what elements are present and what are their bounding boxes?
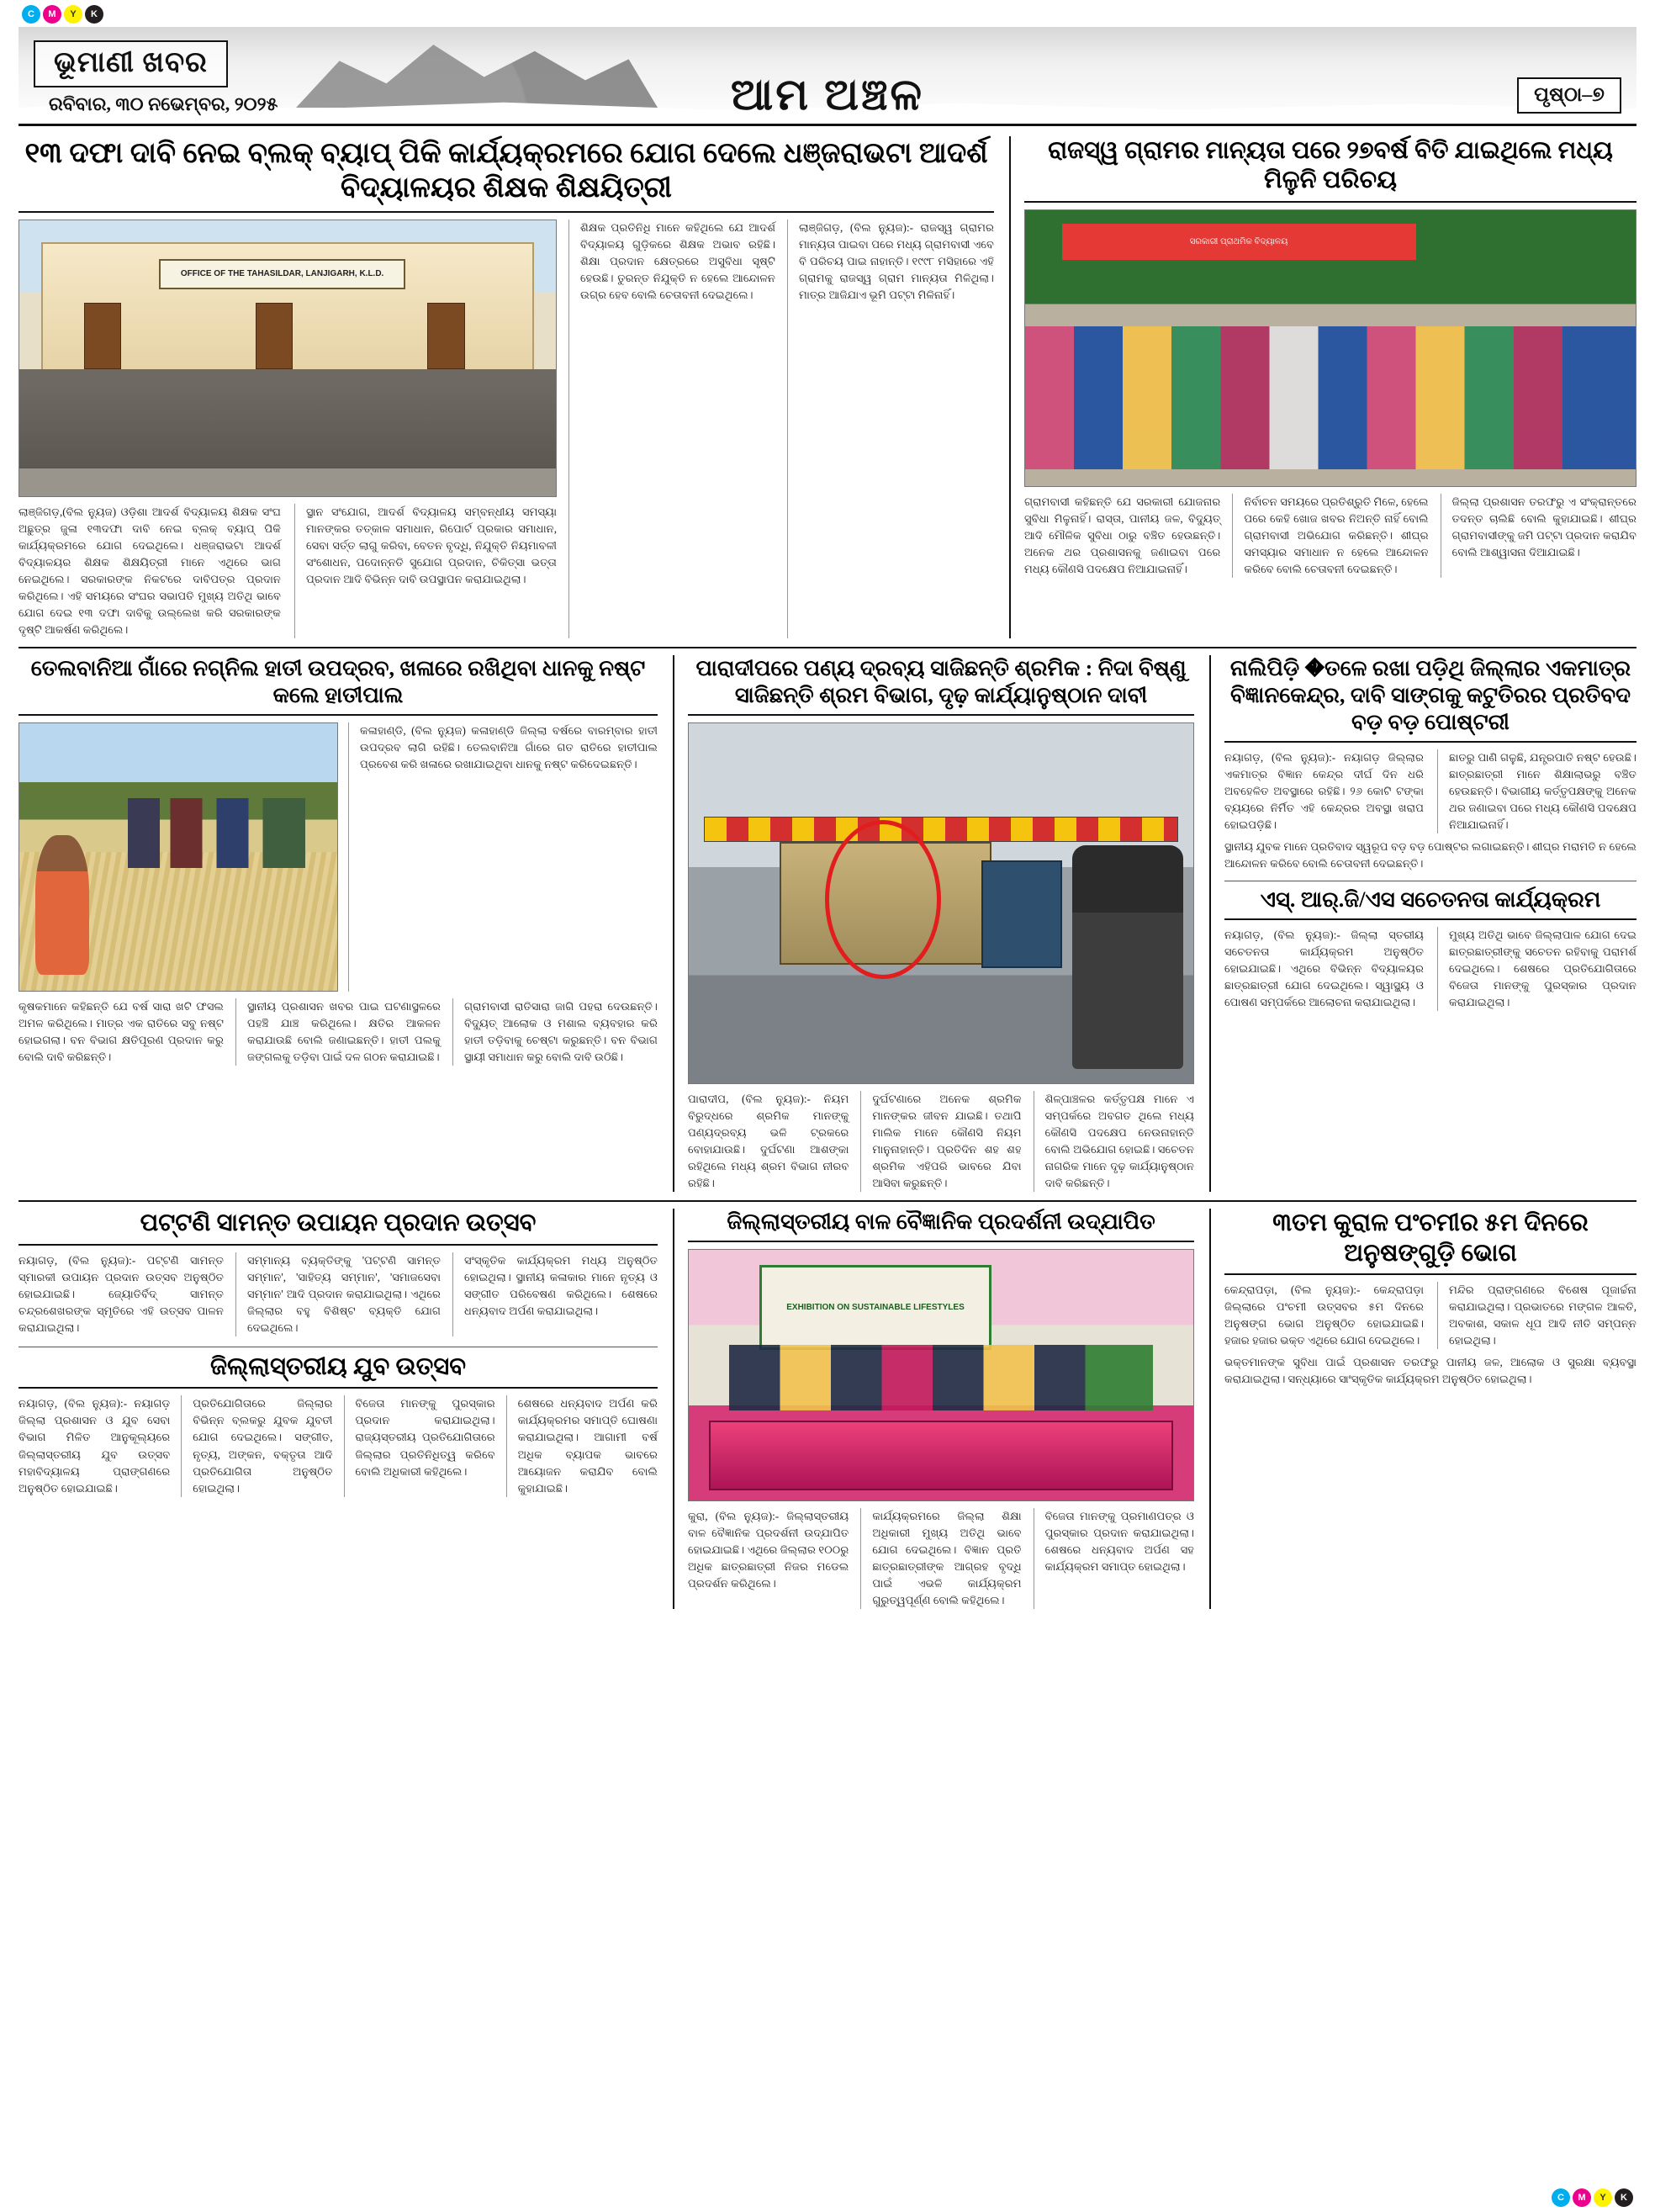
villagers-sitting	[128, 798, 306, 868]
article-paragraph: ଶିକ୍ଷକ ପ୍ରତିନିଧି ମାନେ କହିଥିଲେ ଯେ ଆଦର୍ଶ ବିଦ୍ୟାଳୟ ଗୁଡ଼ିକରେ ଶିକ୍ଷକ ଅଭାବ ରହିଛି। ଶିକ୍ଷା ପ୍ରଦାନ କ୍ଷେତ୍ରରେ ଅସୁବିଧା ସୃଷ୍ଟି ହେଉଛି। ତୁରନ୍ତ ନିଯୁକ୍ତି ନ ହେଲେ ଆନ୍ଦୋଳନ ଉଗ୍ର ହେବ ବୋଲି ଚେତାବନୀ ଦେଇଥିଲେ।	[568, 220, 775, 639]
cmyk-swatch-m: M	[43, 5, 61, 24]
article-elephant-damage	[19, 655, 658, 1192]
article-paragraph: କଳାହାଣ୍ଡି, (ବିଲ ନ୍ୟୁଜ) କଳାହାଣ୍ଡି ଜିଲ୍ଲା ବର୍ଷରେ ବାରମ୍ବାର ହାତୀ ଉପଦ୍ରବ ଲାଗି ରହିଛି। ତେଲବାନିଆ ଗାଁରେ ଗତ ରାତିରେ ହାତୀପାଲ ପ୍ରବେଶ କରି ଖଳାରେ ରଖାଯାଇଥିବା ଧାନକୁ ନଷ୍ଟ କରିଦେଇଛନ୍ତି।	[348, 722, 658, 992]
office-door-left	[84, 303, 122, 369]
cmyk-swatch-y: Y	[1594, 2188, 1612, 2207]
article-paragraph: ନୟାଗଡ଼, (ବିଲ ନ୍ୟୁଜ):- ଜିଲ୍ଲା ସ୍ତରୀୟ ସଚେତନତା କାର୍ଯ୍ୟକ୍ରମ ଅନୁଷ୍ଠିତ ହୋଇଯାଇଛି। ଏଥିରେ ବିଭିନ୍ନ ବିଦ୍ୟାଳୟର ଛାତ୍ରଛାତ୍ରୀ ଯୋଗ ଦେଇଥିଲେ। ସ୍ୱାସ୍ଥ୍ୟ ଓ ପୋଷଣ ସମ୍ପର୍କରେ ଆଲୋଚନା କରାଯାଇଥିଲା।	[1224, 928, 1424, 1008]
office-door-center	[256, 303, 293, 369]
truck-workers-transport-photo	[688, 722, 1194, 1084]
cmyk-swatch-k: K	[1615, 2188, 1633, 2207]
middle-band	[19, 655, 1636, 1192]
villagers-row	[1025, 326, 1636, 470]
masthead	[19, 27, 1636, 126]
article-headline: ପାରାଦୀପରେ ପଣ୍ୟ ଦ୍ରବ୍ୟ ସାଜିଛନ୍ତି ଶ୍ରମିକ : ନିଦା ବିଷ୍ଣୁ ସାଜିଛନ୍ତି ଶ୍ରମ ବିଭାଗ, ଦୃଢ଼ କାର୍ଯ୍ୟାନୁଷ୍ଠାନ ଦାବୀ	[695, 656, 1187, 708]
article-srg-awareness	[1224, 927, 1636, 1011]
villager-woman	[35, 835, 89, 974]
school-banner: ସରକାରୀ ପ୍ରାଥମିକ ବିଦ୍ୟାଳୟ	[1062, 224, 1416, 260]
article-paragraph: ପ୍ରତିଯୋଗିତାରେ ଜିଲ୍ଲାର ବିଭିନ୍ନ ବ୍ଲକରୁ ଯୁବକ ଯୁବତୀ ଯୋଗ ଦେଇଥିଲେ। ସଙ୍ଗୀତ, ନୃତ୍ୟ, ଅଙ୍କନ, ବକ୍ତୃତା ଆଦି ପ୍ରତିଯୋଗିତା ଅନୁଷ୍ଠିତ ହୋଇଥିଲା।	[181, 1395, 332, 1496]
article-paragraph: ଶେଷରେ ଧନ୍ୟବାଦ ଅର୍ପଣ କରି କାର୍ଯ୍ୟକ୍ରମର ସମାପ୍ତି ଘୋଷଣା କରାଯାଇଥିଲା। ଆଗାମୀ ବର୍ଷ ଅଧିକ ବ୍ୟାପକ ଭାବରେ ଆୟୋଜନ କରାଯିବ ବୋଲି କୁହାଯାଇଛି।	[506, 1395, 658, 1496]
article-paragraph: ସଂସ୍କୃତିକ କାର୍ଯ୍ୟକ୍ରମ ମଧ୍ୟ ଅନୁଷ୍ଠିତ ହୋଇଥିଲା। ସ୍ଥାନୀୟ କଳାକାର ମାନେ ନୃତ୍ୟ ଓ ସଙ୍ଗୀତ ପରିବେଷଣ କରିଥିଲେ। ଶେଷରେ ଧନ୍ୟବାଦ ଅର୍ପଣ କରାଯାଇଥିଲା।	[452, 1252, 658, 1336]
article-paragraph: ଜିଲ୍ଲା ପ୍ରଶାସନ ତରଫରୁ ଏ ସଂକ୍ରାନ୍ତରେ ତଦନ୍ତ ଚାଲିଛି ବୋଲି କୁହାଯାଇଛି। ଶୀଘ୍ର ଗ୍ରାମବାସୀଙ୍କୁ ଜମି ପଟ୍ଟା ପ୍ରଦାନ କରାଯିବ ବୋଲି ଆଶ୍ୱାସନା ଦିଆଯାଇଛି।	[1441, 494, 1636, 578]
railway-barrier	[704, 817, 1178, 842]
article-paragraph: ଗ୍ରାମବାସୀ କହିଛନ୍ତି ଯେ ସରକାରୀ ଯୋଜନାର ସୁବିଧା ମିଳୁନାହିଁ। ରାସ୍ତା, ପାନୀୟ ଜଳ, ବିଦ୍ୟୁତ୍ ଆଦି ମୌଳିକ ସୁବିଧା ଠାରୁ ବଞ୍ଚିତ ହେଉଛନ୍ତି। ଅନେକ ଥର ପ୍ରଶାସନକୁ ଜଣାଇବା ପରେ ମଧ୍ୟ କୌଣସି ପଦକ୍ଷେପ ନିଆଯାଇନାହିଁ।	[1024, 495, 1221, 575]
article-paragraph: ମୁଖ୍ୟ ଅତିଥି ଭାବେ ଜିଲ୍ଲାପାଳ ଯୋଗ ଦେଇ ଛାତ୍ରଛାତ୍ରୀଙ୍କୁ ସଚେତନ ରହିବାକୁ ପରାମର୍ଶ ଦେଇଥିଲେ। ଶେଷରେ ପ୍ରତିଯୋଗିତାରେ ବିଜେତା ମାନଙ୍କୁ ପୁରସ୍କାର ପ୍ରଦାନ କରାଯାଇଥିଲା।	[1437, 927, 1636, 1011]
page-number-badge: ପୃଷ୍ଠା–୭	[1517, 77, 1621, 114]
article-headline: ପଟ୍ଟଣି ସାମନ୍ତ ଉପାୟନ ପ୍ରଦାନ ଉତ୍ସବ	[140, 1209, 537, 1237]
article-paragraph: ଗ୍ରାମବାସୀ ରାତିସାରା ଜାଗି ପହରା ଦେଉଛନ୍ତି। ବିଦ୍ୟୁତ୍ ଆଲୋକ ଓ ମଶାଲ ବ୍ୟବହାର କରି ହାତୀ ତଡ଼ିବାକୁ ଚେଷ୍ଟା କରୁଛନ୍ତି। ବନ ବିଭାଗ ସ୍ଥାୟୀ ସମାଧାନ କରୁ ବୋଲି ଦାବି ଉଠିଛି।	[452, 998, 658, 1066]
article-paragraph: ପାରାଦୀପ, (ବିଲ ନ୍ୟୁଜ):- ନିୟମ ବିରୁଦ୍ଧରେ ଶ୍ରମିକ ମାନଙ୍କୁ ପଣ୍ୟଦ୍ରବ୍ୟ ଭଳି ଟ୍ରକରେ ବୋହାଯାଉଛି। ଦୁର୍ଘଟଣା ଆଶଙ୍କା ରହିଥିଲେ ମଧ୍ୟ ଶ୍ରମ ବିଭାଗ ନୀରବ ରହିଛି।	[688, 1092, 849, 1190]
dignitaries-row	[729, 1345, 1153, 1410]
cmyk-swatch-c: C	[1552, 2188, 1570, 2207]
article-paragraph: ଲାଞ୍ଜିଗଡ଼,(ବିଲ ନ୍ୟୁଜ) ଓଡ଼ିଶା ଆଦର୍ଶ ବିଦ୍ୟାଳୟ ଶିକ୍ଷକ ସଂଘ ଅଛୁତ୍ର ଜୁଳା ୧୩ଦଫା ଦାବି ନେଇ ବ୍ଲକ୍ ବ୍ୟାପ୍ ପିକି କାର୍ଯ୍ୟକ୍ରମରେ ଯୋଗ ଦେଇଥିଲେ। ଧଞ୍ଜରାଭଟା ଆଦର୍ଶ ବିଦ୍ୟାଳୟର ଶିକ୍ଷକ ଶିକ୍ଷୟିତ୍ରୀ ମାନେ ଏଥିରେ ଭାଗ ନେଇଥିଲେ। ସରକାରଙ୍କ ନିକଟରେ ଦାବିପତ୍ର ପ୍ରଦାନ କରିଥିଲେ। ଏହି ସମୟରେ ସଂଘର ସଭାପତି ମୁଖ୍ୟ ଅତିଥି ଭାବେ ଯୋଗ ଦେଇ ୧୩ ଦଫା ଦାବିକୁ ଉଲ୍ଲେଖ କରି ସରକାରଙ୍କ ଦୃଷ୍ଟି ଆକର୍ଷଣ କରିଥିଲେ।	[19, 505, 281, 637]
article-revenue-village	[1009, 136, 1636, 638]
article-paragraph: ଛାତରୁ ପାଣି ଗଳୁଛି, ଯନ୍ତ୍ରପାତି ନଷ୍ଟ ହେଉଛି। ଛାତ୍ରଛାତ୍ରୀ ମାନେ ଶିକ୍ଷାଲାଭରୁ ବଞ୍ଚିତ ହେଉଛନ୍ତି। ବିଭାଗୀୟ କର୍ତ୍ତୃପକ୍ଷଙ୍କୁ ଅନେକ ଥର ଜଣାଇବା ପରେ ମଧ୍ୟ କୌଣସି ପଦକ୍ଷେପ ନିଆଯାଇନାହିଁ।	[1437, 749, 1636, 833]
truck-cab	[981, 860, 1062, 968]
office-signboard: OFFICE OF THE TAHASILDAR, LANJIGARH, K.L.D.	[159, 259, 405, 289]
article-headline: ତେଲବାନିଆ ଗାଁରେ ନଗ୍ନିଲ ହାତୀ ଉପଦ୍ରବ, ଖଳାରେ ରଖିଥିବା ଧାନକୁ ନଷ୍ଟ କଲେ ହାତୀପାଲ	[30, 656, 646, 708]
science-exhibition-stage-photo	[688, 1249, 1194, 1501]
article-pattani-samanta	[19, 1252, 658, 1336]
article-paragraph: ଲାଞ୍ଜିଗଡ଼, (ବିଲ ନ୍ୟୁଜ):- ରାଜସ୍ୱ ଗ୍ରାମର ମାନ୍ୟତା ପାଇବା ପରେ ମଧ୍ୟ ଗ୍ରାମବାସୀ ଏବେ ବି ପରିଚୟ ପାଇ ନାହାନ୍ତି। ୧୯୯୮ ମସିହାରେ ଏହି ଗ୍ରାମକୁ ରାଜସ୍ୱ ଗ୍ରାମ ମାନ୍ୟତା ମିଳିଥିଲା। ମାତ୍ର ଆଜିଯାଏ ଭୂମି ପଟ୍ଟା ମିଳିନାହିଁ।	[787, 220, 994, 639]
article-headline: ୩ତମ କୁରାଳ ପଂଚମୀର ୫ମ ଦିନରେ ଅନୁଷଙ୍ଗୁଡ଼ି ଭୋଗ	[1272, 1209, 1589, 1267]
highlight-circle-annotation	[825, 820, 941, 978]
article-headline: ଜିଲ୍ଲାସ୍ତରୀୟ ବାଳ ବୈଜ୍ଞାନିକ ପ୍ରଦର୍ଶନୀ ଉଦ୍‌ଯାପିତ	[727, 1209, 1155, 1235]
article-paragraph: ଶିଳ୍ପାଞ୍ଚଳର କର୍ତ୍ତୃପକ୍ଷ ମାନେ ଏ ସମ୍ପର୍କରେ ଅବଗତ ଥିଲେ ମଧ୍ୟ କୌଣସି ପଦକ୍ଷେପ ନେଉନାହାନ୍ତି ବୋଲି ଅଭିଯୋଗ ହୋଇଛି। ସଚେତନ ନାଗରିକ ମାନେ ଦୃଢ଼ କାର୍ଯ୍ୟାନୁଷ୍ଠାନ ଦାବି କରିଛନ୍ତି।	[1034, 1091, 1194, 1192]
cmyk-registration-top	[22, 5, 103, 24]
article-youth-festival	[19, 1395, 658, 1496]
road-foreground	[19, 468, 556, 496]
tahasildar-office-protest-photo	[19, 220, 557, 497]
article-science-exhibition	[673, 1209, 1194, 1609]
office-door-right	[427, 303, 465, 369]
cmyk-swatch-y: Y	[64, 5, 82, 24]
cmyk-swatch-m: M	[1573, 2188, 1591, 2207]
article-paragraph: ସ୍ଥାନୀୟ ପ୍ରଶାସନ ଖବର ପାଇ ଘଟଣାସ୍ଥଳରେ ପହଞ୍ଚି ଯାଞ୍ଚ କରିଥିଲେ। କ୍ଷତିର ଆକଳନ କରାଯାଉଛି ବୋଲି ଜଣାଇଛନ୍ତି। ହାତୀ ପଲକୁ ଜଙ୍ଗଲକୁ ତଡ଼ିବା ପାଇଁ ଦଳ ଗଠନ କରାଯାଇଛି।	[235, 998, 441, 1066]
article-paragraph: ନୟାଗଡ଼, (ବିଲ ନ୍ୟୁଜ):- ନୟାଗଡ଼ ଜିଲ୍ଲାର ଏକମାତ୍ର ବିଜ୍ଞାନ କେନ୍ଦ୍ର ଦୀର୍ଘ ଦିନ ଧରି ଅବହେଳିତ ଅବସ୍ଥାରେ ରହିଛି। ୨୬ କୋଟି ଟଙ୍କା ବ୍ୟୟରେ ନିର୍ମିତ ଏହି କେନ୍ଦ୍ରର ଅବସ୍ଥା ଖରାପ ହୋଇପଡ଼ିଛି।	[1224, 750, 1424, 831]
article-paragraph: କୃଷକମାନେ କହିଛନ୍ତି ଯେ ବର୍ଷ ସାରା ଖଟି ଫସଲ ଅମଳ କରିଥିଲେ। ମାତ୍ର ଏକ ରାତିରେ ସବୁ ନଷ୍ଟ ହୋଇଗଲା। ବନ ବିଭାଗ କ୍ଷତିପୂରଣ ପ୍ରଦାନ କରୁ ବୋଲି ଦାବି କରିଛନ୍ତି।	[19, 999, 224, 1064]
article-paragraph: ନିର୍ବାଚନ ସମୟରେ ପ୍ରତିଶ୍ରୁତି ମିଳେ, ହେଲେ ପରେ କେହି ଖୋଜ ଖବର ନିଅନ୍ତି ନାହିଁ ବୋଲି ଗ୍ରାମବାସୀ ଅଭିଯୋଗ କରିଛନ୍ତି। ଶୀଘ୍ର ସମସ୍ୟାର ସମାଧାନ ନ ହେଲେ ଆନ୍ଦୋଳନ କରିବେ ବୋଲି ଚେତାବନୀ ଦେଇଛନ୍ତି।	[1232, 494, 1428, 578]
top-band	[19, 136, 1636, 638]
publication-brand: ଭୂମାଣୀ ଖବର	[34, 40, 228, 87]
article-paragraph: ସ୍ଥାନ ସଂଯୋଗ, ଆଦର୍ଶ ବିଦ୍ୟାଳୟ ସମ୍ବନ୍ଧୀୟ ସମସ୍ୟା ମାନଙ୍କର ତତ୍କାଳ ସମାଧାନ, ରିପୋର୍ଟ ପ୍ରକାର ସମାଧାନ, ସେବା ସର୍ତ୍ତ ଲାଗୁ କରିବା, ବେତନ ବୃଦ୍ଧି, ନିଯୁକ୍ତି ନିୟମାବଳୀ ସଂଶୋଧନ, ପଦୋନ୍ନତି ସୁଯୋଗ ପ୍ରଦାନ, ଚିକିତ୍ସା ଭତ୍ତା ପ୍ରଦାନ ଆଦି ବିଭିନ୍ନ ଦାବି ଉପସ୍ଥାପନ କରାଯାଇଥିଲା।	[294, 504, 557, 639]
article-science-centre	[1209, 655, 1636, 1192]
article-paragraph: ମନ୍ଦିର ପ୍ରାଙ୍ଗଣରେ ବିଶେଷ ପୂଜାର୍ଚ୍ଚନା କରାଯାଇଥିଲା। ପ୍ରଭାତରେ ମଙ୍ଗଳ ଆଳତି, ଅବକାଶ, ସକାଳ ଧୂପ ଆଦି ନୀତି ସମ୍ପନ୍ନ ହୋଇଥିଲା।	[1437, 1282, 1636, 1349]
decorated-stage-table	[709, 1421, 1173, 1490]
auto-rickshaw	[1072, 845, 1183, 1068]
article-kural-panchami	[1209, 1209, 1636, 1609]
article-paragraph: କେନ୍ଦ୍ରାପଡ଼ା, (ବିଲ ନ୍ୟୁଜ):- କେନ୍ଦ୍ରାପଡ଼ା ଜିଲ୍ଲାରେ ପଂଚମୀ ଉତ୍ସବର ୫ମ ଦିନରେ ଅନୁଷଙ୍ଗ ଭୋଗ ଅନୁଷ୍ଠିତ ହୋଇଯାଇଛି। ହଜାର ହଜାର ଭକ୍ତ ଏଥିରେ ଯୋଗ ଦେଇଥିଲେ।	[1224, 1283, 1424, 1347]
bottom-left-stack	[19, 1209, 658, 1609]
article-headline: ୧୩ ଦଫା ଦାବି ନେଇ ବ୍ଲକ୍ ବ୍ୟାପ୍ ପିକି କାର୍ଯ୍ୟକ୍ରମରେ ଯୋଗ ଦେଲେ ଧଞ୍ଜରାଭଟା ଆଦର୍ଶ ବିଦ୍ୟାଳୟର ଶିକ୍ଷକ ଶିକ୍ଷୟିତ୍ରୀ	[24, 138, 988, 204]
article-headline: ରାଜସ୍ୱ ଗ୍ରାମର ମାନ୍ୟତା ପରେ ୨୭ବର୍ଷ ବିତି ଯାଇଥିଲେ ମଧ୍ୟ ମିଳୁନି ପରିଚୟ	[1048, 137, 1613, 194]
article-paragraph: କାର୍ଯ୍ୟକ୍ରମରେ ଜିଲ୍ଲା ଶିକ୍ଷା ଅଧିକାରୀ ମୁଖ୍ୟ ଅତିଥି ଭାବେ ଯୋଗ ଦେଇଥିଲେ। ବିଜ୍ଞାନ ପ୍ରତି ଛାତ୍ରଛାତ୍ରୀଙ୍କ ଆଗ୍ରହ ବୃଦ୍ଧି ପାଇଁ ଏଭଳି କାର୍ଯ୍ୟକ୍ରମ ଗୁରୁତ୍ୱପୂର୍ଣ୍ଣ ବୋଲି କହିଥିଲେ।	[860, 1508, 1021, 1609]
article-headline: ଏସ୍. ଆର୍.ଜି/ଏସ ସଚେତନତା କାର୍ଯ୍ୟକ୍ରମ	[1260, 887, 1601, 913]
article-school-teachers	[19, 136, 994, 638]
section-title: ଆମ ଅଞ୍ଚଳ	[730, 71, 925, 119]
article-paragraph: ସମ୍ମାନ୍ୟ ବ୍ୟକ୍ତିଙ୍କୁ 'ପଟ୍ଟଣି ସାମନ୍ତ ସମ୍ମାନ', 'ସାହିତ୍ୟ ସମ୍ମାନ', 'ସମାଜସେବା ସମ୍ମାନ' ଆଦି ପ୍ରଦାନ କରାଯାଇଥିଲା। ଏଥିରେ ଜିଲ୍ଲାର ବହୁ ବିଶିଷ୍ଟ ବ୍ୟକ୍ତି ଯୋଗ ଦେଇଥିଲେ।	[235, 1252, 441, 1336]
article-paragraph: ସ୍ଥାନୀୟ ଯୁବକ ମାନେ ପ୍ରତିବାଦ ସ୍ୱରୂପ ବଡ଼ ବଡ଼ ପୋଷ୍ଟର ଲଗାଇଛନ୍ତି। ଶୀଘ୍ର ମରାମତି ନ ହେଲେ ଆନ୍ଦୋଳନ କରିବେ ବୋଲି ଚେତାବନୀ ଦେଇଛନ୍ତି।	[1224, 839, 1636, 870]
cmyk-swatch-c: C	[22, 5, 40, 24]
cmyk-swatch-k: K	[85, 5, 103, 24]
article-paragraph: ନୟାଗଡ଼, (ବିଲ ନ୍ୟୁଜ):- ପଟ୍ଟଣି ସାମନ୍ତ ସ୍ମାରକୀ ଉପାୟନ ପ୍ରଦାନ ଉତ୍ସବ ଅନୁଷ୍ଠିତ ହୋଇଯାଇଛି। ଜ୍ୟୋତିର୍ବିଦ୍ ସାମନ୍ତ ଚନ୍ଦ୍ରଶେଖରଙ୍କ ସ୍ମୃତିରେ ଏହି ଉତ୍ସବ ପାଳନ କରାଯାଇଥିଲା।	[19, 1253, 224, 1334]
article-headline: ଜିଲ୍ଲାସ୍ତରୀୟ ଯୁବ ଉତ୍ସବ	[209, 1352, 467, 1380]
village-gathering-photo	[1024, 209, 1636, 487]
article-paragraph: ବିଜେତା ମାନଙ୍କୁ ପୁରସ୍କାର ପ୍ରଦାନ କରାଯାଇଥିଲା। ରାଜ୍ୟସ୍ତରୀୟ ପ୍ରତିଯୋଗିତାରେ ଜିଲ୍ଲାର ପ୍ରତିନିଧିତ୍ୱ କରିବେ ବୋଲି ଅଧିକାରୀ କହିଥିଲେ।	[344, 1395, 495, 1496]
bottom-band	[19, 1209, 1636, 1609]
exhibition-backdrop-banner: EXHIBITION ON SUSTAINABLE LIFESTYLES	[759, 1265, 991, 1350]
article-paragraph: କୁରା, (ବିଲ ନ୍ୟୁଜ):- ଜିଲ୍ଲାସ୍ତରୀୟ ବାଳ ବୈଜ୍ଞାନିକ ପ୍ରଦର୍ଶନୀ ଉଦ୍‌ଯାପିତ ହୋଇଯାଇଛି। ଏଥିରେ ଜିଲ୍ଲାର ୧୦୦ରୁ ଅଧିକ ଛାତ୍ରଛାତ୍ରୀ ନିଜର ମଡେଲ ପ୍ରଦର୍ଶନ କରିଥିଲେ।	[688, 1509, 849, 1590]
article-paragraph: ଭକ୍ତମାନଙ୍କ ସୁବିଧା ପାଇଁ ପ୍ରଶାସନ ତରଫରୁ ପାନୀୟ ଜଳ, ଆଲୋକ ଓ ସୁରକ୍ଷା ବ୍ୟବସ୍ଥା କରାଯାଇଥିଲା। ସନ୍ଧ୍ୟାରେ ସାଂସ୍କୃତିକ କାର୍ଯ୍ୟକ୍ରମ ଅନୁଷ୍ଠିତ ହୋଇଥିଲା।	[1224, 1356, 1636, 1386]
elephant-damage-field-photo	[19, 722, 338, 992]
article-paradip-workers	[673, 655, 1194, 1192]
article-paragraph: ନୟାଗଡ଼, (ବିଲ ନ୍ୟୁଜ):- ନୟାଗଡ଼ ଜିଲ୍ଲା ପ୍ରଶାସନ ଓ ଯୁବ ସେବା ବିଭାଗ ମିଳିତ ଆନୁକୂଲ୍ୟରେ ଜିଲ୍ଲାସ୍ତରୀୟ ଯୁବ ଉତ୍ସବ ମହାବିଦ୍ୟାଳୟ ପ୍ରାଙ୍ଗଣରେ ଅନୁଷ୍ଠିତ ହୋଇଯାଇଛି।	[19, 1397, 171, 1495]
article-paragraph: ବିଜେତା ମାନଙ୍କୁ ପ୍ରମାଣପତ୍ର ଓ ପୁରସ୍କାର ପ୍ରଦାନ କରାଯାଇଥିଲା। ଶେଷରେ ଧନ୍ୟବାଦ ଅର୍ପଣ ସହ କାର୍ଯ୍ୟକ୍ରମ ସମାପ୍ତ ହୋଇଥିଲା।	[1034, 1508, 1194, 1609]
article-paragraph: ଦୁର୍ଘଟଣାରେ ଅନେକ ଶ୍ରମିକ ମାନଙ୍କର ଜୀବନ ଯାଇଛି। ତଥାପି ମାଲିକ ମାନେ କୌଣସି ନିୟମ ମାନୁନାହାନ୍ତି। ପ୍ରତିଦିନ ଶହ ଶହ ଶ୍ରମିକ ଏହିପରି ଭାବରେ ଯିବା ଆସିବା କରୁଛନ୍ତି।	[860, 1091, 1021, 1192]
cmyk-registration-bottom	[1552, 2188, 1633, 2207]
publication-date: ରବିବାର, ୩୦ ନଭେମ୍ବର, ୨୦୨୫	[49, 93, 278, 114]
article-headline: ନାଲିପିଡ଼ି �ତଳେ ରଖା ପଡ଼ିଥି ଜିଲ୍ଲାର ଏକମାତ୍ର ବିଜ୍ଞାନକେନ୍ଦ୍ର, ଦାବି ସାଙ୍ଗକୁ କଟୁତିରର ପ୍ରତିବଦ ବଡ଼ ବଡ଼ ପୋଷ୍ଟରୀ	[1229, 656, 1631, 734]
